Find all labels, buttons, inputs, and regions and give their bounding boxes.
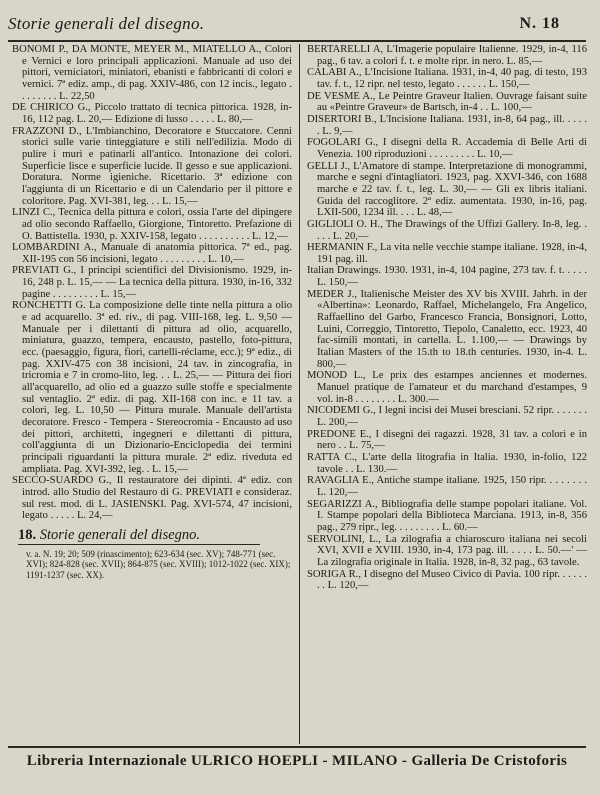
catalog-entry: DE CHIRICO G., Piccolo trattato di tecnica pittorica. 1928, in-16, 112 pag. L. 20,— Edizione di lusso . . . . . L. 80,—	[12, 102, 292, 125]
catalog-entry: NICODEMI G., I legni incisi dei Musei bresciani. 52 ripr. . . . . . . L. 200,—	[307, 405, 587, 428]
publisher-footer: Libreria Internazionale ULRICO HOEPLI - MILANO - Galleria De Cristoforis	[26, 753, 568, 769]
catalog-entry: HERMANIN F., La vita nelle vecchie stampe italiane. 1928, in-4, 191 pag. ill.	[307, 242, 587, 265]
catalog-entry: PREDONE E., I disegni dei ragazzi. 1928, 31 tav. a colori e in nero . . L. 75,—	[307, 428, 587, 452]
catalog-entry: BERTARELLI A, L'Imagerie populaire Italienne. 1929, in-4, 116 pag., 6 tav. a colori f. t. e molte ripr. in nero. L. 85,—	[307, 44, 587, 67]
header-rule	[8, 40, 586, 42]
catalog-entry: MEDER J., Italienische Meister des XV bis XVIII. Jahrh. in der «Albertina»: Leonardo, Raffael, Michelangelo, Fra Angelico, Raffaellino del Garbo, Francesco Francia, Bonsignori, Lotto, Luini, Correggio, Tintoretto, Tiepolo, Canaletto, ecc. 1923, 40 fac-simili montati, in cartella. L. 1.100,— — Drawings by Italian Masters of the 15.th to 18.th centuries. 1930, in-4. L. 800,—	[307, 288, 587, 370]
left-column	[12, 44, 292, 580]
catalog-entry: SEGARIZZI A., Bibliografia delle stampe popolari italiane. Vol. I. Stampe popolari della Biblioteca Marciana. 1913, in-8, 356 pag., 279 ripr., leg. . . . . . . . . L. 60.—	[307, 498, 587, 533]
catalog-entry: Italian Drawings. 1930. 1931, in-4, 104 pagine, 273 tav. f. t. . . . . L. 150,—	[307, 265, 587, 289]
catalog-entry: MONOD L., Le prix des estampes anciennes et modernes. Manuel pratique de l'amateur et du marchand d'estampes, 9 vol. in-8 . . . . . . . . L. 300.—	[307, 370, 587, 405]
catalog-entry: DISERTORI B., L'Incisione Italiana. 1931, in-8, 64 pag., ill. . . . . . L. 9,—	[307, 113, 587, 137]
catalog-entry: LOMBARDINI A., Manuale di anatomia pittorica. 7ª ed., pag. XII-195 con 56 incisioni, legato . . . . . . . . . L. 10,—	[12, 242, 292, 265]
right-column	[307, 44, 587, 592]
catalog-entry: RATTA C., L'arte della litografia in Italia. 1930, in-folio, 122 tavole . . L. 130.—	[307, 451, 587, 475]
catalog-entry: SORIGA R., I disegno del Museo Civico di Pavia. 100 ripr. . . . . . . . L. 120,—	[307, 568, 587, 592]
catalog-entry: DE VESME A., Le Peintre Graveur Italien. Ouvrage faisant suite au «Peintre Graveur» de Bartsch, in-4 . . L. 100,—	[307, 90, 587, 114]
catalog-entry: SECCO-SUARDO G., Il restauratore dei dipinti. 4ª ediz. con introd. allo Studio del Restauro di G. PREVIATI e consideraz. sul rest. mod. di L. JASIENSKI. Pag. XVI-574, 47 incisioni, legato . . . . . L. 24,—	[12, 475, 292, 522]
catalog-entry: GIGLIOLI O. H., The Drawings of the Uffizi Gallery. In-8, leg. . . . . L. 20,—	[307, 218, 587, 242]
section-note: v. a. N. 19; 20; 509 (rinascimento); 623-634 (sec. XV); 748-771 (sec. XVI); 824-828 (sec. XVII); 864-875 (sec. XVIII); 1012-1022 (sec. XIX); 1191-1237 (sec. XX).	[26, 548, 291, 580]
catalog-entry: RONCHETTI G. La composizione delle tinte nella pittura a olio e ad acquarello. 3ª ed. riv., di pag. VIII-168, leg. L. 9,50 — Manuale per i dilettanti di pittura ad olio, acquarello, miniatura, guazzo, tempera, encausto, pastello, foto-pittura, ecc. (paesaggio, figura, fiori, cartelli-réclame, ecc.); 9ª ediz., di pag. XXIV-475 con 38 incisioni, 24 tav. in zincografia, in tricromia e 7 in cromo-lito, leg. . . L. 25,— — Pittura dei fiori all'acquarello, ad olio ed a guazzo sulle stoffe e specialmente sul ventaglio. 2ª ediz. di pag. XII-168 con inc. e 11 tav. a colori, leg. L. 10,50 — Pittura murale. Manuale dell'artista decoratore. Fresco - Tempera - Stereocromia - Encausto ad uso dei pittori, architetti, ingegneri e dilettanti di pittura, coll'aggiunta di un Dizionario-Enciclopedia dei termini principali riguardanti la pittura murale. 2ª ediz. riveduta ed ampliata. Pag. XVI-392, leg. . L. 15,—	[12, 300, 292, 475]
section-title: Storie generali del disegno.	[39, 526, 201, 543]
catalog-entry: SERVOLINI, L., La zilografia a chiaroscuro italiana nei secoli XVI, XVII e XVIII. 1930, in-4, 173 pag. ill. . . . . L. 50.—' — La zilografia originale in Italia. 1928, in-8, 32 pag., 63 tavole.	[307, 533, 587, 568]
catalog-entry: FRAZZONI D., L'Imbianchino, Decoratore e Stuccatore. Cenni storici sulle varie tinteggiature e stili nell'edilizia. Modo di pulire i muri e patinarli all'antico. Intonazione dei colori. Superficie lisce e superficie lucide. Il gesso e sue applicazioni. Doratura. Norme igieniche. Ricettario. 3ª edizione con l'aggiunta di un Ricettario e di un Calendario per il pittore e coloritore. Pag. XVI-381, leg. . . L. 15,—	[12, 125, 292, 207]
catalog-entry: PREVIATI G., I principi scientifici del Divisionismo. 1929, in-16, 248 p. L. 15,— — La tecnica della pittura. 1930, in-16, 332 pagine . . . . . . . . . L. 15,—	[12, 265, 292, 300]
catalog-entry: FOGOLARI G., I disegni della R. Accademia di Belle Arti di Venezia. 100 riproduzioni . . . . . . . . . L. 10,—	[307, 137, 587, 160]
section-heading	[18, 526, 292, 543]
catalog-entry: GELLI J., L'Amatore di stampe. Interpretazione di monogrammi, marche e segni d'intagliatori. 1923, pag. XXVI-346, con 1688 marche e 22 tav. f. t., leg. L. 30,— — Gli ex libris italiani. Guida del raccoglitore. 2ª ediz. aumentata. 1930, in-16, pag. LXII-500, 1234 ill. . . . L. 48,—	[307, 160, 587, 219]
catalog-entry: LINZI C., Tecnica della pittura e colori, ossia l'arte del dipingere ad olio secondo Raffaello, Giorgione, Tintoretto. Prefazione di O. Battistella. 1930, p. XXIV-158, legato . . . . . . . . . . L. 12,—	[12, 207, 292, 242]
page-header-title: Storie generali del disegno.	[8, 14, 205, 33]
section-rule	[18, 544, 260, 545]
catalog-entry: BONOMI P., DA MONTE, MEYER M., MIATELLO A., Colori e Vernici e loro principali applicazioni. Manuale ad uso dei pittori, verniciatori, miniatori, ebanisti e fabbricanti di colori e vernici. 7ª ediz. amp., di pag. XXIV-486, con 12 incis., legato . . . . . . . . L. 22,50	[12, 44, 292, 102]
catalog-entry: CALABI A., L'Incisione Italiana. 1931, in-4, 40 pag. di testo, 193 tav. f. t., 12 ripr. nel testo, legato . . . . . . L. 150,—	[307, 67, 587, 90]
footer-rule	[8, 746, 586, 748]
column-divider	[299, 44, 300, 744]
section-number: 18.	[18, 526, 37, 543]
catalog-entry: RAVAGLIA E., Antiche stampe italiane. 1925, 150 ripr. . . . . . . . L. 120,—	[307, 475, 587, 498]
page-number: N. 18	[519, 15, 560, 32]
